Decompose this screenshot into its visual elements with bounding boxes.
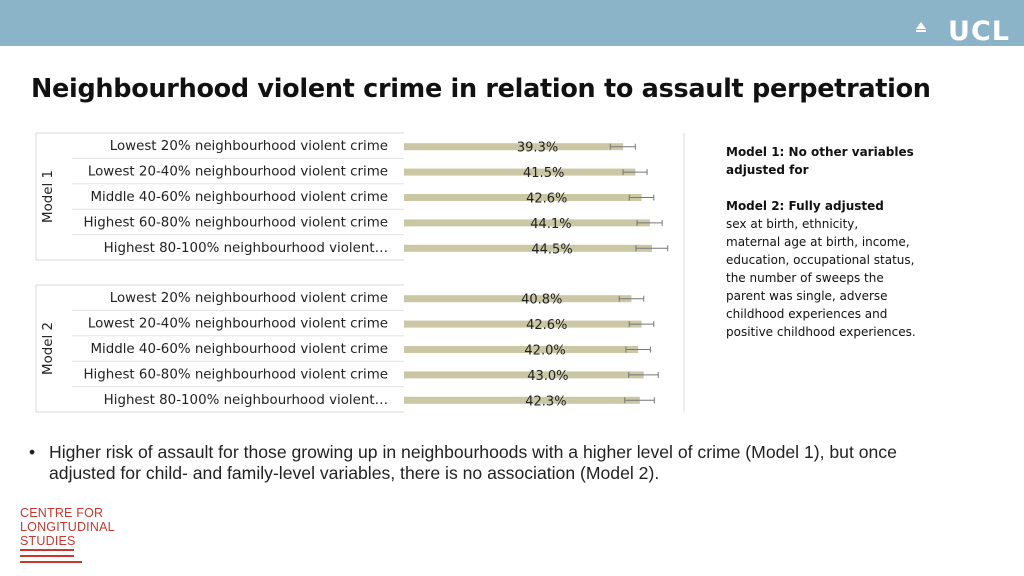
- category-label: Highest 60-80% neighbourhood violent crime: [83, 215, 388, 231]
- key-finding-text: Higher risk of assault for those growing up in neighbourhoods with a higher level of crime (Model 1), but once adjusted for child- and family-level variables, there is no association (Model 2).: [49, 442, 897, 483]
- key-finding: [29, 442, 929, 484]
- data-label: 42.6%: [526, 191, 568, 207]
- bar: [404, 321, 641, 328]
- category-label: Lowest 20-40% neighbourhood violent crime: [87, 316, 388, 332]
- model2-note-text: sex at birth, ethnicity, maternal age at birth, income, education, occupational status, the number of sweeps the parent was single, adverse childhood experiences and positive childhood experiences.: [726, 217, 916, 339]
- cls-logo-line: LONGITUDINAL: [20, 520, 115, 534]
- data-label: 42.3%: [525, 394, 567, 410]
- data-label: 42.0%: [524, 343, 566, 359]
- ucl-portico-base-icon: [916, 30, 926, 32]
- cls-logo-line: CENTRE FOR: [20, 506, 104, 520]
- bar: [404, 169, 635, 176]
- model-label: Model 1: [41, 170, 56, 223]
- data-label: 44.5%: [531, 242, 573, 258]
- data-label: 43.0%: [527, 368, 569, 384]
- category-label: Lowest 20% neighbourhood violent crime: [109, 291, 388, 307]
- cls-logo-rule: [20, 555, 74, 557]
- category-label: Highest 60-80% neighbourhood violent crime: [83, 367, 388, 383]
- category-label: Middle 40-60% neighbourhood violent crime: [90, 190, 388, 205]
- category-label: Highest 80-100% neighbourhood violent…: [103, 240, 388, 256]
- cls-logo-rule: [20, 549, 74, 551]
- bullet-marker: •: [29, 442, 36, 462]
- page-title: Neighbourhood violent crime in relation to assault perpetration: [31, 74, 931, 104]
- bar: [404, 371, 644, 378]
- bar: [404, 346, 638, 353]
- category-label: Middle 40-60% neighbourhood violent crime: [90, 342, 388, 357]
- ucl-logo: UCL: [948, 16, 1010, 47]
- bar: [404, 397, 640, 404]
- category-label: Highest 80-100% neighbourhood violent…: [103, 392, 388, 408]
- data-label: 44.1%: [530, 216, 572, 232]
- category-label: Lowest 20% neighbourhood violent crime: [109, 139, 388, 155]
- data-label: 42.6%: [526, 318, 568, 334]
- bar-chart: [0, 125, 700, 425]
- cls-logo: [20, 506, 115, 548]
- data-label: 41.5%: [523, 166, 565, 182]
- bar: [404, 245, 652, 252]
- bar: [404, 219, 650, 226]
- category-label: Lowest 20-40% neighbourhood violent crime: [87, 164, 388, 180]
- bar: [404, 194, 641, 201]
- cls-logo-rule: [20, 561, 82, 563]
- model-label: Model 2: [41, 322, 56, 375]
- data-label: 40.8%: [521, 292, 563, 308]
- bar: [404, 295, 631, 302]
- data-label: 39.3%: [516, 140, 559, 156]
- ucl-portico-icon: [916, 22, 926, 29]
- model2-note-title: Model 2: Fully adjusted: [726, 199, 884, 213]
- bar: [404, 143, 623, 150]
- model1-note: Model 1: No other variables adjusted for: [726, 145, 914, 177]
- model-notes: [726, 143, 916, 359]
- top-banner: [0, 0, 1024, 46]
- cls-logo-line: STUDIES: [20, 534, 76, 548]
